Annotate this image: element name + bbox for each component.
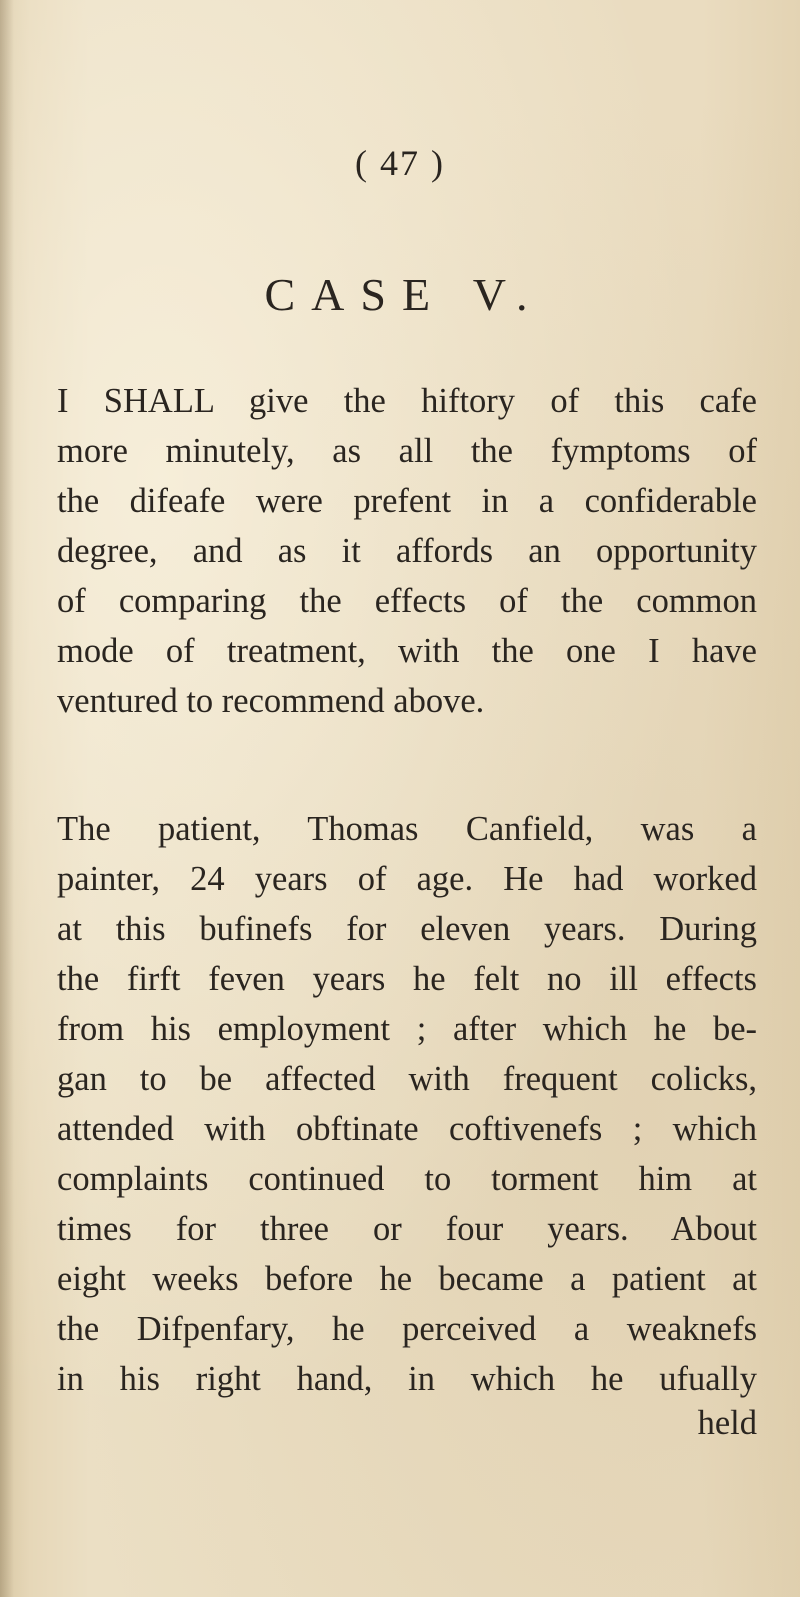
text-line: I SHALL give the hiftory of this cafe [57,382,757,420]
text-line: more minutely, as all the fymptoms of [57,432,757,470]
text-line: from his employment ; after which he be- [57,1010,757,1048]
text-line: in his right hand, in which he ufually [57,1360,757,1398]
text-line: attended with obftinate coftivenefs ; which [57,1110,757,1148]
spine-shadow [0,0,14,1597]
text-line: the firft feven years he felt no ill effects [57,960,757,998]
text-line: The patient, Thomas Canfield, was a [57,810,757,848]
case-heading: CASE V. [264,269,544,320]
text-line: complaints continued to torment him at [57,1160,757,1198]
text-line: eight weeks before he became a patient at [57,1260,757,1298]
text-line: the difeafe were prefent in a confiderable [57,482,757,520]
text-line: the Difpenfary, he perceived a weaknefs [57,1310,757,1348]
text-line: of comparing the effects of the common [57,582,757,620]
paragraph-patient [57,804,757,1404]
text-line: times for three or four years. About [57,1210,757,1248]
catchword: held [697,1404,757,1442]
text-line: painter, 24 years of age. He had worked [57,860,757,898]
text-line: at this bufinefs for eleven years. During [57,910,757,948]
text-line: ventured to recommend above. [57,682,485,720]
text-line: mode of treatment, with the one I have [57,632,757,670]
page-number: ( 47 ) [355,143,445,183]
paragraph-intro [57,376,757,726]
text-line: gan to be affected with frequent colicks, [57,1060,757,1098]
text-line: degree, and as it affords an opportunity [57,532,757,570]
